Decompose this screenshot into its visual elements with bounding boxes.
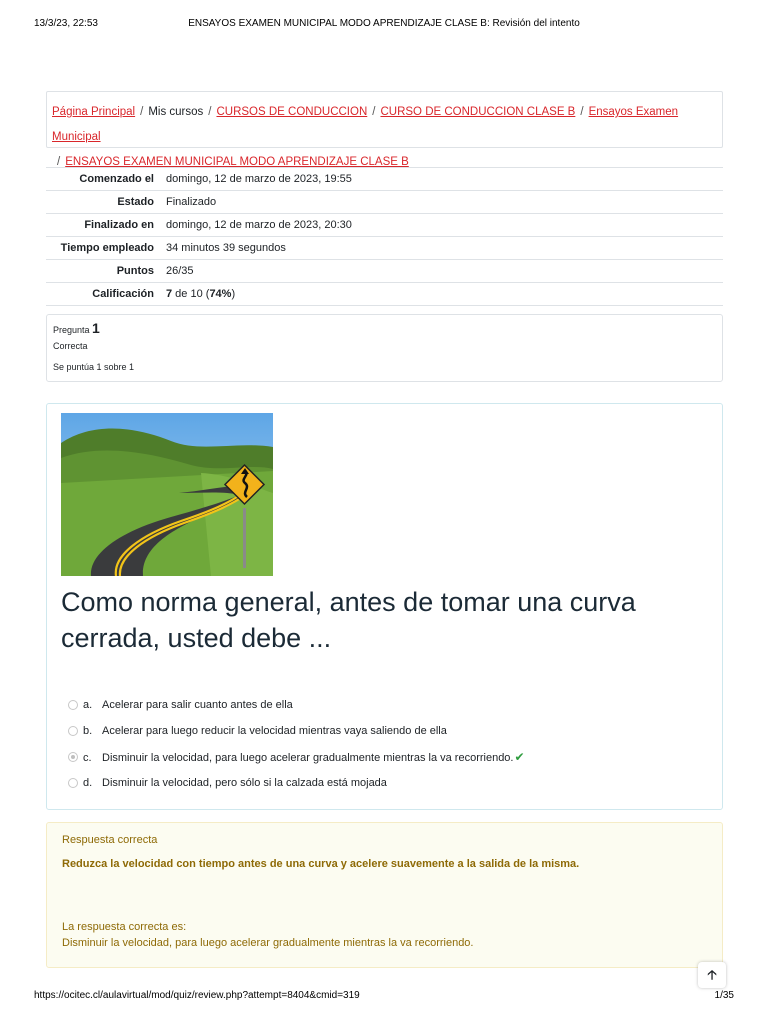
question-box bbox=[46, 403, 723, 810]
breadcrumb-separator: / bbox=[580, 106, 584, 118]
breadcrumb-my-courses: Mis cursos bbox=[148, 106, 204, 118]
general-feedback: Reduzca la velocidad con tiempo antes de una curva y acelere suavemente a la salida de la misma. bbox=[62, 858, 580, 870]
answer-letter: c. bbox=[83, 752, 92, 764]
summary-key: Estado bbox=[46, 191, 160, 214]
summary-key: Tiempo empleado bbox=[46, 237, 160, 260]
print-title: ENSAYOS EXAMEN MUNICIPAL MODO APRENDIZAJE CLASE B: Revisión del intento bbox=[188, 18, 580, 29]
print-url: https://ocitec.cl/aulavirtual/mod/quiz/review.php?attempt=8404&cmid=319 bbox=[34, 990, 360, 1001]
summary-key: Finalizado en bbox=[46, 214, 160, 237]
winding-road-illustration bbox=[61, 413, 273, 576]
grade-percent: 74% bbox=[209, 288, 232, 300]
summary-value: domingo, 12 de marzo de 2023, 20:30 bbox=[160, 214, 723, 237]
answer-option-a[interactable] bbox=[67, 692, 707, 718]
question-state: Correcta bbox=[53, 341, 88, 351]
check-icon: ✔ bbox=[514, 750, 525, 764]
back-to-top-button[interactable] bbox=[698, 962, 726, 988]
answer-text: Disminuir la velocidad, pero sólo si la calzada está mojada bbox=[102, 777, 387, 789]
feedback-box bbox=[46, 822, 723, 968]
grade-score: 7 bbox=[166, 288, 173, 300]
answer-list bbox=[67, 692, 707, 796]
answer-text: Disminuir la velocidad, para luego acelerar gradualmente mientras la va recorriendo. bbox=[102, 752, 514, 764]
feedback-label: Respuesta correcta bbox=[62, 834, 158, 846]
summary-value: domingo, 12 de marzo de 2023, 19:55 bbox=[160, 168, 723, 191]
breadcrumb-driving-courses[interactable]: CURSOS DE CONDUCCION bbox=[216, 106, 368, 118]
answer-letter: a. bbox=[83, 699, 93, 711]
answer-text: Acelerar para luego reducir la velocidad mientras vaya saliendo de ella bbox=[102, 725, 447, 737]
breadcrumb-separator: / bbox=[372, 106, 376, 118]
right-answer: Disminuir la velocidad, para luego acelerar gradualmente mientras la va recorriendo. bbox=[62, 937, 474, 949]
breadcrumb-separator: / bbox=[57, 156, 61, 168]
arrow-up-icon: 🡡 bbox=[707, 967, 717, 982]
radio-button[interactable] bbox=[68, 726, 78, 736]
breadcrumb-separator: / bbox=[140, 106, 144, 118]
right-answer-label: La respuesta correcta es: bbox=[62, 921, 187, 933]
answer-option-b[interactable] bbox=[67, 718, 707, 744]
answer-text: Acelerar para salir cuanto antes de ella bbox=[102, 699, 293, 711]
breadcrumb-home[interactable]: Página Principal bbox=[52, 106, 136, 118]
question-label: Pregunta bbox=[53, 325, 90, 335]
print-page-number: 1/35 bbox=[714, 990, 734, 1001]
grade-value bbox=[160, 283, 723, 306]
question-number-line bbox=[53, 321, 716, 337]
summary-key: Calificación bbox=[46, 283, 160, 306]
summary-row-grade bbox=[46, 283, 723, 306]
summary-value: Finalizado bbox=[160, 191, 723, 214]
radio-button[interactable] bbox=[68, 700, 78, 710]
breadcrumb-quiz[interactable]: ENSAYOS EXAMEN MUNICIPAL MODO APRENDIZAJE CLASE B bbox=[65, 156, 409, 168]
answer-option-c[interactable] bbox=[67, 744, 707, 770]
answer-option-d[interactable] bbox=[67, 770, 707, 796]
breadcrumb-course-class-b[interactable]: CURSO DE CONDUCCION CLASE B bbox=[380, 106, 576, 118]
summary-row bbox=[46, 260, 723, 283]
breadcrumb-separator: / bbox=[208, 106, 212, 118]
winding-road-image bbox=[61, 413, 273, 576]
answer-letter: d. bbox=[83, 777, 93, 789]
grade-end: ) bbox=[231, 288, 236, 300]
summary-key: Puntos bbox=[46, 260, 160, 283]
print-footer bbox=[34, 990, 734, 1004]
summary-row bbox=[46, 237, 723, 260]
summary-row bbox=[46, 168, 723, 191]
grade-middle: de 10 ( bbox=[172, 288, 210, 300]
question-number: 1 bbox=[92, 320, 100, 336]
breadcrumb-municipal-tests[interactable]: Ensayos Examen Municipal bbox=[52, 106, 679, 143]
summary-row bbox=[46, 191, 723, 214]
question-text: Como norma general, antes de tomar una curva cerrada, usted debe ... bbox=[61, 587, 636, 653]
summary-value: 26/35 bbox=[160, 260, 723, 283]
answer-letter: b. bbox=[83, 725, 93, 737]
radio-button[interactable] bbox=[68, 778, 78, 788]
radio-button-checked[interactable] bbox=[68, 752, 78, 762]
attempt-summary-table bbox=[46, 167, 723, 306]
summary-value: 34 minutos 39 segundos bbox=[160, 237, 723, 260]
question-info bbox=[46, 314, 723, 382]
summary-row bbox=[46, 214, 723, 237]
print-datetime: 13/3/23, 22:53 bbox=[34, 18, 98, 29]
summary-key: Comenzado el bbox=[46, 168, 160, 191]
print-header bbox=[34, 18, 734, 32]
breadcrumb bbox=[46, 91, 723, 168]
question-grade: Se puntúa 1 sobre 1 bbox=[53, 362, 135, 372]
